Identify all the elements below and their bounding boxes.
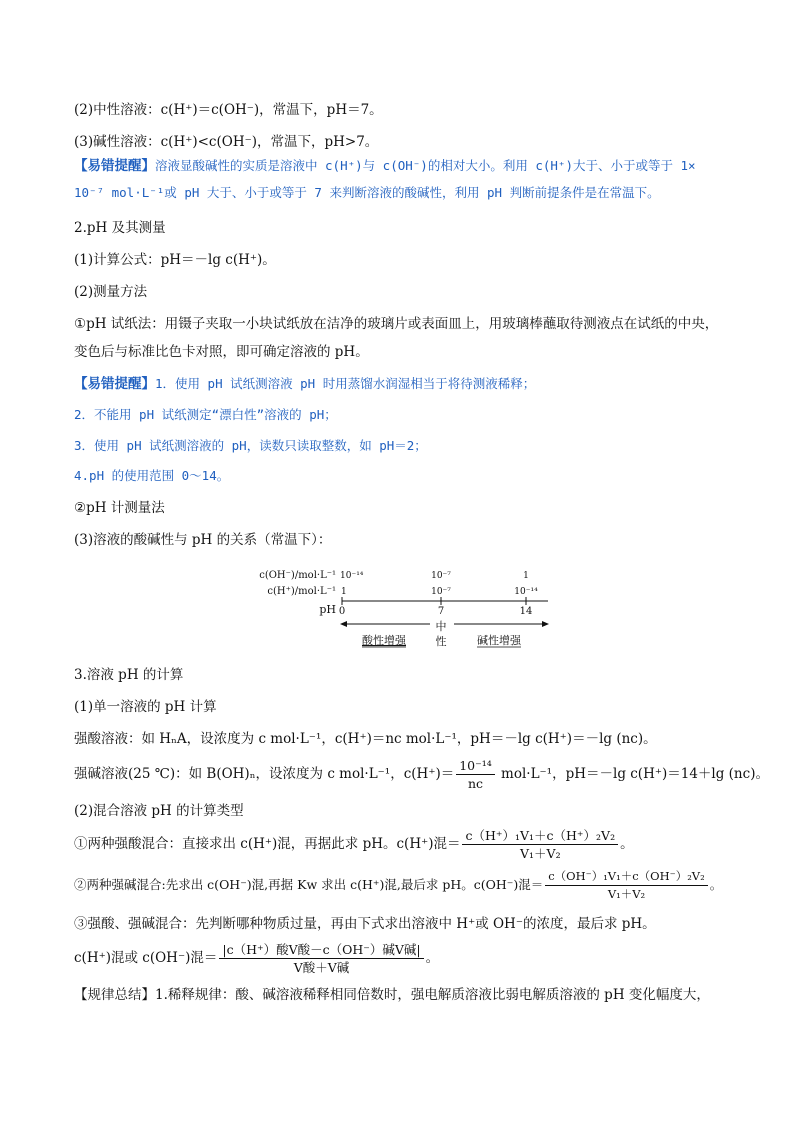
two-acid-text-a: ①两种强酸混合：直接求出 c(H⁺)混，再据此求 pH。c(H⁺)混＝ bbox=[74, 836, 461, 852]
acid-base-numerator: |c（H⁺）酸V酸－c（OH⁻）碱V碱| bbox=[219, 942, 423, 959]
two-base-text-a: ②两种强碱混合:先求出 c(OH⁻)混,再据 Kw 求出 c(H⁺)混,最后求 pH。c(OH⁻)混＝ bbox=[74, 877, 544, 892]
acid-arrow-head-icon bbox=[340, 621, 347, 627]
acid-label: 酸性增强 bbox=[362, 634, 406, 647]
tip-1-text-a: 溶液显酸碱性的实质是溶液中 c(H⁺)与 c(OH⁻)的相对大小。利用 c(H⁺)大于、小于或等于 1× bbox=[155, 158, 696, 173]
strong-base-text-a: 强碱溶液(25 ℃)：如 B(OH)ₙ，设浓度为 c mol·L⁻¹，c(H⁺)＝ bbox=[74, 766, 455, 782]
strong-base-text-b: mol·L⁻¹，pH＝－lg c(H⁺)＝14＋lg (nc)。 bbox=[496, 766, 769, 782]
measure-method-heading: (2)测量方法 bbox=[74, 284, 148, 300]
h-row-label: c(H⁺)/mol·L⁻¹ bbox=[267, 586, 336, 597]
acid-base-formula-line bbox=[74, 938, 734, 978]
acid-base-mix-line: ③强酸、强碱混合：先判断哪种物质过量，再由下式求出溶液中 H⁺或 OH⁻的浓度，最后求 pH。 bbox=[74, 916, 656, 932]
h-value-14: 10⁻¹⁴ bbox=[514, 587, 538, 597]
two-base-line bbox=[74, 867, 734, 903]
acid-base-text-b: 。 bbox=[425, 950, 440, 966]
h-value-7: 10⁻⁷ bbox=[431, 587, 451, 597]
neutral-label-2: 性 bbox=[435, 635, 447, 648]
rule-summary-text: 1.稀释规律：酸、碱溶液稀释相同倍数时，强电解质溶液比弱电解质溶液的 pH 变化幅度大， bbox=[155, 987, 710, 1003]
strong-base-denominator: nc bbox=[467, 776, 484, 791]
two-acid-line bbox=[74, 826, 734, 862]
two-base-fraction bbox=[545, 869, 708, 902]
oh-row-label: c(OH⁻)/mol·L⁻¹ bbox=[259, 570, 336, 581]
rule-summary-line bbox=[74, 985, 734, 1005]
section-2-heading: 2.pH 及其测量 bbox=[74, 220, 166, 236]
strong-base-fraction bbox=[456, 758, 495, 791]
neutral-label-1: 中 bbox=[435, 620, 447, 633]
acid-base-denominator: V酸＋V碱 bbox=[293, 960, 350, 975]
tip-1-line-b: 10⁻⁷ mol·L⁻¹或 pH 大于、小于或等于 7 来判断溶液的酸碱性，利用 pH 判断前提条件是在常温下。 bbox=[74, 185, 660, 200]
acid-base-text-a: c(H⁺)混或 c(OH⁻)混＝ bbox=[74, 950, 218, 966]
tip-2-text-1: 1．使用 pH 试纸测溶液 pH 时用蒸馏水润湿相当于将待测液稀释； bbox=[155, 376, 536, 391]
h-value-0: 1 bbox=[341, 587, 347, 597]
two-base-denominator: V₁＋V₂ bbox=[607, 887, 646, 901]
oh-value-14: 1 bbox=[523, 571, 529, 581]
strong-base-numerator: 10⁻¹⁴ bbox=[456, 758, 495, 775]
section-3-heading: 3.溶液 pH 的计算 bbox=[74, 667, 184, 683]
basic-solution-line: (3)碱性溶液：c(H⁺)<c(OH⁻)，常温下，pH>7。 bbox=[74, 134, 379, 150]
ph-value-7: 7 bbox=[437, 606, 445, 617]
tip-2-line-4: 4.pH 的使用范围 0～14。 bbox=[74, 468, 230, 483]
tip-2-tag: 【易错提醒】 bbox=[74, 376, 155, 392]
acid-base-fraction bbox=[219, 942, 423, 975]
ph-row-label: pH bbox=[319, 603, 336, 616]
two-acid-numerator: c（H⁺）₁V₁＋c（H⁺）₂V₂ bbox=[462, 828, 618, 845]
tip-2-line-1 bbox=[74, 374, 734, 394]
relation-heading: (3)溶液的酸碱性与 pH 的关系（常温下）： bbox=[74, 532, 332, 548]
mixed-solution-heading: (2)混合溶液 pH 的计算类型 bbox=[74, 803, 244, 819]
ph-paper-line-1: ①pH 试纸法：用镊子夹取一小块试纸放在洁净的玻璃片或表面皿上，用玻璃棒蘸取待测液点在试纸的中央， bbox=[74, 316, 719, 332]
tip-1-line-a bbox=[74, 156, 734, 176]
neutral-solution-line: (2)中性溶液：c(H⁺)＝c(OH⁻)，常温下，pH＝7。 bbox=[74, 102, 383, 118]
tip-2-line-2: 2．不能用 pH 试纸测定“漂白性”溶液的 pH； bbox=[74, 407, 337, 422]
two-base-text-b: 。 bbox=[709, 877, 723, 892]
formula-line: (1)计算公式：pH＝－lg c(H⁺)。 bbox=[74, 252, 276, 268]
rule-summary-tag: 【规律总结】 bbox=[74, 987, 155, 1003]
ph-number-line-diagram bbox=[244, 565, 554, 655]
base-label: 碱性增强 bbox=[477, 634, 521, 647]
tip-2-line-3: 3．使用 pH 试纸测溶液的 pH，读数只读取整数，如 pH＝2； bbox=[74, 438, 427, 453]
two-acid-fraction bbox=[462, 828, 618, 861]
ph-meter-line: ②pH 计测量法 bbox=[74, 500, 165, 516]
ph-value-14: 14 bbox=[519, 606, 533, 617]
two-acid-text-b: 。 bbox=[620, 836, 634, 852]
tip-1-tag: 【易错提醒】 bbox=[74, 158, 155, 174]
oh-value-7: 10⁻⁷ bbox=[431, 571, 451, 581]
ph-paper-line-2: 变色后与标准比色卡对照，即可确定溶液的 pH。 bbox=[74, 344, 369, 360]
two-acid-denominator: V₁＋V₂ bbox=[520, 846, 561, 861]
strong-acid-line: 强酸溶液：如 HₙA，设浓度为 c mol·L⁻¹，c(H⁺)＝nc mol·L⁻¹，pH＝－lg c(H⁺)＝－lg (nc)。 bbox=[74, 731, 657, 747]
two-base-numerator: c（OH⁻）₁V₁＋c（OH⁻）₂V₂ bbox=[545, 869, 708, 886]
oh-value-0: 10⁻¹⁴ bbox=[340, 571, 364, 581]
base-arrow-head-icon bbox=[542, 621, 549, 627]
single-solution-heading: (1)单一溶液的 pH 计算 bbox=[74, 699, 217, 715]
ph-value-0: 0 bbox=[338, 606, 346, 617]
strong-base-line bbox=[74, 757, 769, 791]
